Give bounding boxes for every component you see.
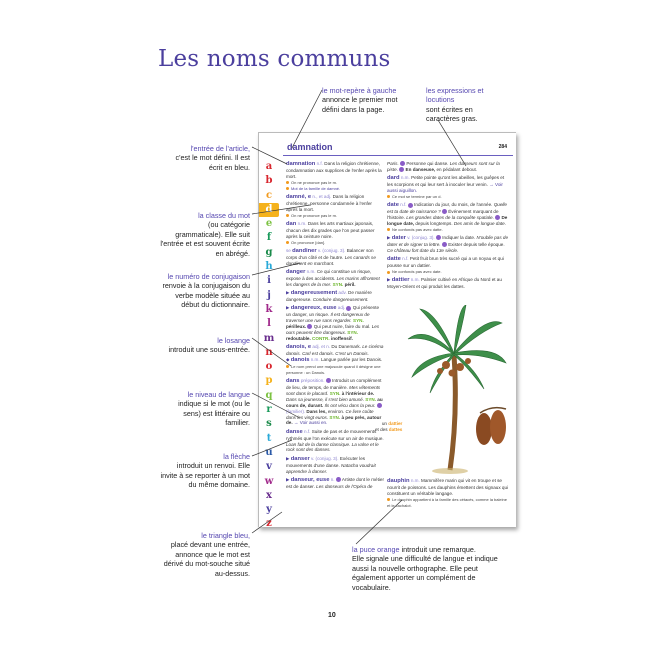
remark-bullet: On prononce [dan]. (286, 240, 325, 245)
sense-number-icon (442, 209, 447, 214)
sense-number-icon (326, 378, 331, 383)
entry-danser: ▶ danser v. (conjug. 3). Exécuter les mouvements d'une danse. Natacha voudrait apprendre à danser. (286, 455, 376, 474)
page-header (283, 142, 513, 156)
annotation-triangle: le triangle bleu, placé devant une entrée, annonce que le mot est dérivé du mot-souche situé au-dessus. (163, 531, 250, 578)
sense-number-icon (377, 403, 382, 408)
diamond-icon: ◆ (286, 357, 290, 363)
triangle-icon: ▶ (286, 305, 290, 311)
entry-dan: dan n.m. Dans les arts martiaux japonais, chacun des dix grades que l'on peut passer après la ceinture noire. On prononce [dan]. (286, 220, 375, 245)
cross-reference-arrow[interactable]: → Voir aussi en. (293, 420, 328, 426)
alphabet-letter-q[interactable]: q (265, 389, 273, 401)
alphabet-letter-w[interactable]: w (264, 475, 274, 487)
triangle-icon: ▶ (286, 476, 290, 482)
dictionary-page-number: 284 (498, 144, 507, 150)
remark-bullet: Ne confonds pas avec date. (387, 269, 442, 274)
alphabet-letter-o[interactable]: o (265, 361, 273, 373)
entry-dater: ▶ dater v. (conjug. 3). Indiquer la date. N'oublie pas de dater et de signer ta lettre. Exister depuis telle époque. Ce château fort date du 13e siècle. (387, 235, 509, 253)
remark-bullet: On ne prononce pas le m. (286, 213, 337, 218)
remark-bullet: Ce mot se termine par un d. (387, 194, 442, 199)
entry-dangereux: ▶ dangereux, euse adj. Qui présente un danger, un risque. Il est dangereux de traverser une rue sans regarder. SYN. périlleux. Qui peut nuire, faire du mal. Les ours peuvent être dangereux. SYN. redoutable. CONTR. inoffensif. (286, 305, 380, 341)
cross-reference-arrow[interactable]: → Voir aussi aiguillon. (387, 182, 503, 194)
column-2 (387, 161, 511, 293)
annotation-fleche: la flèche introduit un renvoi. Elle invite à se reporter à un mot du même domaine. (160, 452, 250, 490)
alphabet-index (259, 160, 279, 532)
remark-bullet: Le dauphin appartient à la famille des cétacés, comme la baleine et le cachalot. (387, 496, 507, 508)
annotation-puce: la puce orange introduit une remarque. Elle signale une difficulté de langue et indique aussi la nouvelle orthographe. Elle peut également apporter un complément de vocabulaire. (352, 545, 498, 592)
sense-number-icon (400, 161, 405, 166)
annotation-losange: le losange introduit une sous-entrée. (168, 336, 250, 355)
annotation-classe: la classe du mot (ou catégorie grammaticale). Elle suit l'entrée et est souvent écrite en abrégé. (160, 211, 250, 258)
remark-bullet: Ne confonds pas avec datte. (387, 227, 443, 232)
alphabet-letter-r[interactable]: r (266, 404, 272, 416)
alphabet-letter-u[interactable]: u (265, 446, 273, 458)
alphabet-letter-f[interactable]: f (266, 232, 272, 244)
sense-number-icon (399, 167, 404, 172)
alphabet-letter-j[interactable]: j (267, 289, 271, 301)
alphabet-letter-l[interactable]: l (267, 318, 271, 330)
remark-bullet: Le nom prend une majuscule quand il désigne une personne : un Danois. (286, 363, 381, 375)
alphabet-letter-d[interactable]: d (259, 203, 279, 217)
sense-number-icon (436, 235, 441, 240)
column-1 (286, 161, 384, 492)
alphabet-letter-m[interactable]: m (263, 332, 275, 344)
annotation-niveau: le niveau de langue indique si le mot (ou le sens) est littéraire ou familier. (178, 390, 250, 428)
entry-damne: damné, e n., et adj. Dans la religion chrétienne, personne condamnée à l'enfer après la mort. On ne prononce pas le m. (286, 193, 372, 218)
date-palm-illustration (406, 305, 511, 477)
page-number: 10 (328, 612, 336, 619)
entry-dangereusement: ▶ dangereusement adv. De manière dangereuse. Conduire dangereusement. (286, 290, 372, 303)
illustration-caption: un dattier et des dattes (375, 421, 403, 432)
entry-danseur: ▶ danseur, euse n. Artiste dont le métier est de danser. Les danseurs de l'Opéra de (286, 476, 384, 489)
entry-danois: danois, e adj. et n. Du Danemark. Le cinéma danois. Carl est danois. C'est un Danois. ◆ danois n.m. Langue parlée par les Danois. Le nom prend une majuscule quand il désigne une personne : un Danois. (286, 344, 384, 375)
entry-danse: danse n.f. Suite de pas et de mouvements rythmés que l'on exécute sur un air de musique. Loan fait de la danse classique. La valse et le rock sont des danses. (286, 428, 384, 453)
language-level: (familier). (286, 408, 306, 414)
remark-bullet: On ne prononce pas le m. (286, 180, 337, 185)
alphabet-letter-v[interactable]: v (266, 461, 272, 473)
alphabet-letter-i[interactable]: i (267, 275, 271, 287)
entry-dandiner: se dandiner v. (conjug. 3). Balancer son corps d'un côté et de l'autre. Les canards se dandinent en marchant. (286, 247, 376, 266)
triangle-icon: ▶ (387, 277, 391, 283)
alphabet-letter-a[interactable]: a (265, 161, 273, 172)
annotation-conjugaison: le numéro de conjugaison renvoie à la conjugaison du verbe modèle située au début du dictionnaire. (162, 272, 250, 310)
alphabet-letter-p[interactable]: p (265, 375, 273, 387)
alphabet-letter-y[interactable]: y (266, 504, 272, 516)
sense-number-icon (307, 324, 312, 329)
entry-dattier: ▶ dattier n.m. Palmier cultivé en Afrique du Nord et au Moyen-Orient et qui produit les dattes. (387, 277, 502, 290)
entry-dans: dans préposition. Introduit un complément de lieu, de temps, de manière. Mes vêtements sont dans le placard. SYN. à l'intérieur de. Dans sa jeunesse, il s'est bien amusé. SYN. au cours de, durant. Ils ont vécu dans la peur. (familier). Dans les, environ. Ce livre coûte dans les vingt euros. SYN. à peu près, autour de. → Voir aussi en. (286, 378, 383, 426)
entry-danger: danger n.m. Ce qui constitue un risque, expose à des accidents. Les marins affrontent les dangers de la mer. SYN. péril. (286, 269, 380, 287)
alphabet-letter-t[interactable]: t (266, 432, 272, 444)
sense-number-icon (408, 203, 413, 208)
page-title: Les noms communs (158, 46, 391, 72)
entry-dard: dard n.m. Petite pointe qu'ont les abeilles, les guêpes et les scorpions et qui leur sert à inoculer leur venin. → Voir aussi aiguillon. Ce mot se termine par un d. (387, 175, 505, 199)
dictionary-page (258, 132, 516, 530)
annotation-entree: l'entrée de l'article, c'est le mot défini. Il est écrit en bleu. (175, 144, 250, 172)
entry-datte: datte n.f. Petit fruit brun très sucré qui a un noyau et qui pousse sur un dattier. Ne confonds pas avec date. (387, 256, 504, 275)
sense-number-icon (346, 306, 351, 311)
sense-number-icon (442, 242, 447, 247)
alphabet-letter-c[interactable]: c (265, 189, 273, 201)
conjugation-number: v. (conjug. 3). (317, 247, 346, 253)
alphabet-letter-e[interactable]: e (265, 218, 273, 230)
alphabet-letter-b[interactable]: b (265, 175, 273, 187)
annotation-mot-repere: le mot-repère à gauche annonce le premier mot défini dans la page. (322, 86, 398, 114)
locution: En danseuse, (405, 166, 436, 172)
sense-number-icon (336, 477, 341, 482)
entry-danseur-cont: Paris. Personne qui danse. Les danseurs sont sur la piste. En danseuse, en pédalant debout. (387, 161, 500, 172)
entry-date: date n.f. Indication du jour, du mois, de l'année. Quelle est ta date de naissance ? Événement marquant de l'histoire. Les grandes dates de la conquête spatiale. De longue date, depuis longtemps. Des amis de longue date. Ne confonds pas avec datte. (387, 202, 508, 232)
alphabet-letter-s[interactable]: s (266, 418, 272, 430)
alphabet-letter-h[interactable]: h (265, 261, 273, 273)
triangle-icon: ▶ (286, 455, 290, 461)
alphabet-letter-x[interactable]: x (266, 489, 272, 501)
sense-number-icon (495, 215, 500, 220)
alphabet-letter-z[interactable]: z (266, 518, 272, 530)
entry-dauphin: dauphin n.m. Mammifère marin qui vit en troupe et se nourrit de poissons. Les dauphins émettent des signaux qui constituent un véritable langage. Le dauphin appartient à la famille des cétacés, comme la baleine et le cachalot. (387, 478, 509, 508)
alphabet-letter-g[interactable]: g (265, 246, 273, 258)
alphabet-letter-k[interactable]: k (265, 303, 273, 315)
alphabet-letter-n[interactable]: n (265, 346, 273, 358)
triangle-icon: ▶ (286, 290, 290, 296)
guide-word: damnation (287, 142, 333, 152)
triangle-icon: ▶ (387, 235, 391, 241)
entry-damnation: damnation n.f. Dans la religion chrétienne, condamnation aux supplices de l'enfer après la mort. On ne prononce pas le m. Mot de la famille de damné. (286, 161, 382, 191)
annotation-expressions: les expressions et locutions sont écrites en caractères gras. (426, 86, 484, 124)
